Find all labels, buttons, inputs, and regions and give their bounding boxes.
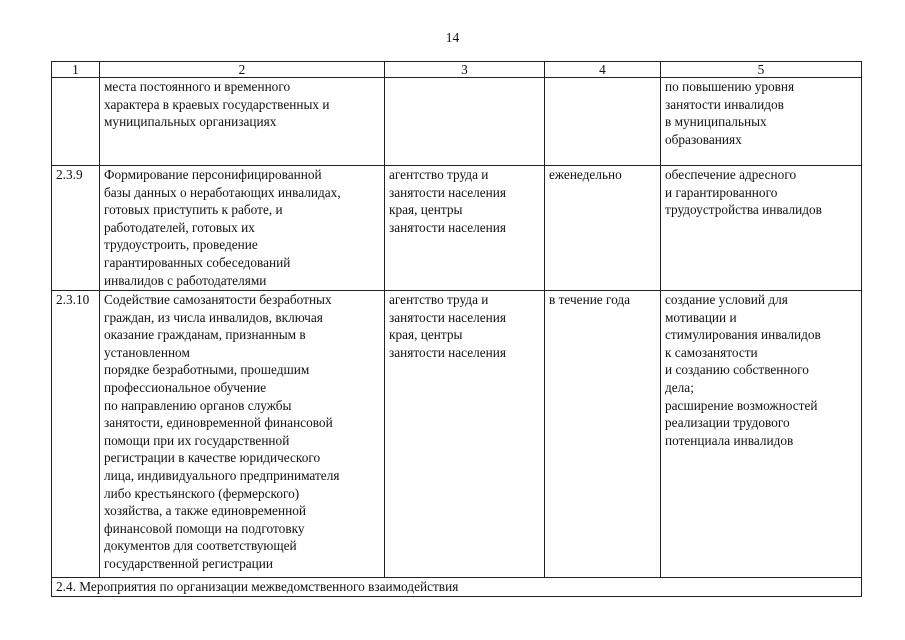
cell-text-line: обеспечение адресного	[665, 167, 797, 182]
cell-text-line: Содействие самозанятости безработных	[104, 292, 332, 307]
cell-text-line: работодателей, готовых их	[104, 219, 255, 235]
expected-result-cell	[661, 166, 862, 291]
cell-text-line: трудоустройства инвалидов	[665, 202, 822, 218]
cell-text-line: оказание гражданам, признанным в	[104, 327, 306, 343]
cell-text-line: в течение года	[549, 292, 631, 307]
table-row	[52, 166, 862, 291]
period-cell	[545, 166, 661, 291]
section-heading-row	[52, 578, 862, 597]
cell-text-line: агентство труда и	[389, 292, 489, 307]
cell-text-line: финансовой помощи на подготовку	[104, 520, 305, 536]
column-header-2: 2	[100, 62, 385, 78]
cell-text-line: государственной регистрации	[104, 555, 273, 571]
cell-text-line: и гарантированного	[665, 184, 778, 200]
cell-text-line: мотивации и	[665, 309, 737, 325]
measures-table	[51, 61, 862, 597]
section-heading: 2.4. Мероприятия по организации межведомственного взаимодействия	[52, 578, 862, 597]
item-number-cell: 2.3.10	[52, 291, 100, 578]
cell-text-line: помощи при их государственной	[104, 432, 290, 448]
cell-text-line: Формирование персонифицированной	[104, 167, 322, 182]
cell-text-line: занятости населения	[389, 219, 507, 235]
period-cell	[545, 78, 661, 166]
column-header-3: 3	[385, 62, 545, 78]
executor-cell	[385, 291, 545, 578]
cell-text-line: еженедельно	[549, 167, 622, 182]
cell-text-line: муниципальных организациях	[104, 114, 277, 130]
cell-text-line: создание условий для	[665, 292, 788, 307]
cell-text-line: агентство труда и	[389, 167, 489, 182]
cell-text-line: к самозанятости	[665, 344, 758, 360]
cell-text-line: трудоустроить, проведение	[104, 237, 258, 253]
cell-text-line: документов для соответствующей	[104, 538, 297, 554]
cell-text-line: занятости населения	[389, 184, 507, 200]
cell-text-line: по направлению органов службы	[104, 397, 292, 413]
cell-text-line: потенциала инвалидов	[665, 432, 794, 448]
cell-text-line: характера в краевых государственных и	[104, 96, 330, 112]
executor-cell	[385, 166, 545, 291]
period-cell	[545, 291, 661, 578]
cell-text-line: в муниципальных	[665, 114, 767, 130]
cell-text-line: гарантированных собеседований	[104, 254, 291, 270]
item-number-cell	[52, 78, 100, 166]
cell-text-line: места постоянного и временного	[104, 79, 291, 94]
column-header-4: 4	[545, 62, 661, 78]
cell-text-line: и созданию собственного	[665, 362, 809, 378]
cell-text-line: порядке безработными, прошедшим	[104, 362, 310, 378]
table-row	[52, 78, 862, 166]
cell-text-line: регистрации в качестве юридического	[104, 450, 321, 466]
cell-text-line: установленном	[104, 344, 190, 360]
cell-text-line: края, центры	[389, 202, 463, 218]
measure-description-cell	[100, 291, 385, 578]
table-row	[52, 291, 862, 578]
column-header-1: 1	[52, 62, 100, 78]
expected-result-cell	[661, 78, 862, 166]
cell-text-line: края, центры	[389, 327, 463, 343]
item-number-cell: 2.3.9	[52, 166, 100, 291]
measure-description-cell	[100, 78, 385, 166]
cell-text-line: либо крестьянского (фермерского)	[104, 485, 300, 501]
expected-result-cell	[661, 291, 862, 578]
measure-description-cell	[100, 166, 385, 291]
cell-text-line: расширение возможностей	[665, 397, 818, 413]
cell-text-line: по повышению уровня	[665, 79, 795, 94]
cell-text-line: занятости населения	[389, 344, 507, 360]
cell-text-line: инвалидов с работодателями	[104, 272, 267, 288]
page-number: 14	[445, 30, 460, 45]
executor-cell	[385, 78, 545, 166]
cell-text-line: образованиях	[665, 131, 742, 147]
cell-text-line: занятости населения	[389, 309, 507, 325]
column-header-5: 5	[661, 62, 862, 78]
cell-text-line: реализации трудового	[665, 415, 790, 431]
cell-text-line: профессиональное обучение	[104, 379, 267, 395]
cell-text-line: занятости инвалидов	[665, 96, 784, 112]
cell-text-line: готовых приступить к работе, и	[104, 202, 283, 218]
cell-text-line: граждан, из числа инвалидов, включая	[104, 309, 323, 325]
cell-text-line: стимулирования инвалидов	[665, 327, 821, 343]
table-header-row	[52, 62, 862, 78]
cell-text-line: базы данных о неработающих инвалидах,	[104, 184, 341, 200]
cell-text-line: занятости, единовременной финансовой	[104, 415, 333, 431]
cell-text-line: лица, индивидуального предпринимателя	[104, 467, 340, 483]
cell-text-line: хозяйства, а также единовременной	[104, 503, 306, 519]
cell-text-line: дела;	[665, 379, 694, 395]
